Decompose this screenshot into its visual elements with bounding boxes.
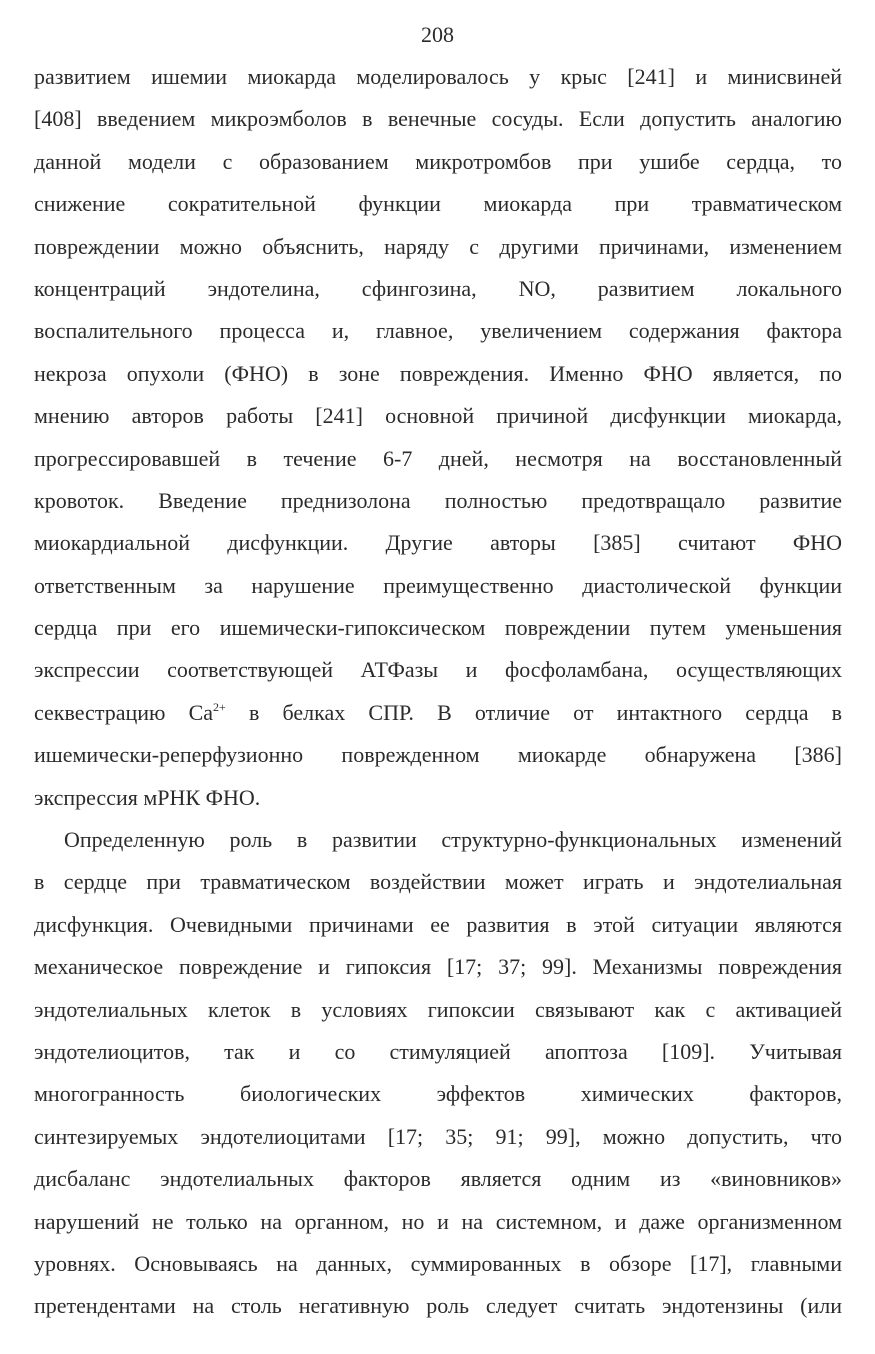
text-line: развитием ишемии миокарда моделировалось у крыс [241] и минисвиней	[34, 64, 842, 89]
text-line: в сердце при травматическом воздействии может играть и эндотелиальная	[34, 869, 842, 895]
text-line: многогранность биологических эффектов химических факторов,	[34, 1081, 842, 1107]
text-line: эндотелиальных клеток в условиях гипоксии связывают как с активацией	[34, 996, 842, 1022]
text-line: эндотелиоцитов, так и со стимуляцией апоптоза [109]. Учитывая	[34, 1038, 842, 1064]
paragraph-1	[34, 56, 842, 819]
text-line: некроза опухоли (ФНО) в зоне повреждения. Именно ФНО является, по	[34, 360, 842, 386]
text-line: данной модели с образованием микротромбов при ушибе сердца, то	[34, 148, 842, 174]
text-line-with-superscript	[34, 692, 842, 734]
paragraph-2	[34, 819, 842, 1328]
text-line: прогрессировавшей в течение 6-7 дней, несмотря на восстановленный	[34, 445, 842, 471]
text-line: механическое повреждение и гипоксия [17; 37; 99]. Механизмы повреждения	[34, 954, 842, 980]
text-line: дисфункция. Очевидными причинами ее развития в этой ситуации являются	[34, 911, 842, 937]
text-line: дисбаланс эндотелиальных факторов является одним из «виновников»	[34, 1166, 842, 1192]
text-line: [408] введением микроэмболов в венечные сосуды. Если допустить аналогию	[34, 106, 842, 132]
text-line: уровнях. Основываясь на данных, суммированных в обзоре [17], главными	[34, 1250, 842, 1276]
text-line: нарушений не только на органном, но и на системном, и даже организменном	[34, 1208, 842, 1234]
page-number: 208	[421, 22, 454, 47]
superscript-line-start: секвестрацию Ca	[34, 699, 214, 725]
text-line: сердца при его ишемически-гипоксическом повреждении путем уменьшения	[34, 615, 842, 641]
text-line: снижение сократительной функции миокарда при травматическом	[34, 191, 842, 217]
text-line: ишемически-реперфузионно поврежденном миокарде обнаружена [386]	[34, 742, 842, 768]
text-line: воспалительного процесса и, главное, увеличением содержания фактора	[34, 318, 842, 344]
text-line-indented: Определенную роль в развитии структурно-функциональных изменений	[64, 827, 842, 853]
text-line: концентраций эндотелина, сфингозина, NO, развитием локального	[34, 275, 842, 301]
text-line: кровоток. Введение преднизолона полностью предотвращало развитие	[34, 487, 842, 513]
text-line-last: экспрессия мРНК ФНО.	[34, 784, 261, 810]
text-line: миокардиальной дисфункции. Другие авторы [385] считают ФНО	[34, 530, 842, 556]
body-text	[34, 56, 842, 1328]
text-line: экспрессии соответствующей АТФазы и фосфоламбана, осуществляющих	[34, 657, 842, 683]
calcium-charge-superscript: 2+	[213, 699, 226, 714]
text-line: ответственным за нарушение преимущественно диастолической функции	[34, 572, 842, 598]
superscript-line-end: в белках СПР. В отличие от интактного сердца в	[225, 699, 842, 725]
text-line: претендентами на столь негативную роль следует считать эндотензины (или	[34, 1293, 842, 1319]
text-line: мнению авторов работы [241] основной причиной дисфункции миокарда,	[34, 403, 842, 429]
text-line: синтезируемых эндотелиоцитами [17; 35; 91; 99], можно допустить, что	[34, 1123, 842, 1149]
text-line: повреждении можно объяснить, наряду с другими причинами, изменением	[34, 233, 842, 259]
